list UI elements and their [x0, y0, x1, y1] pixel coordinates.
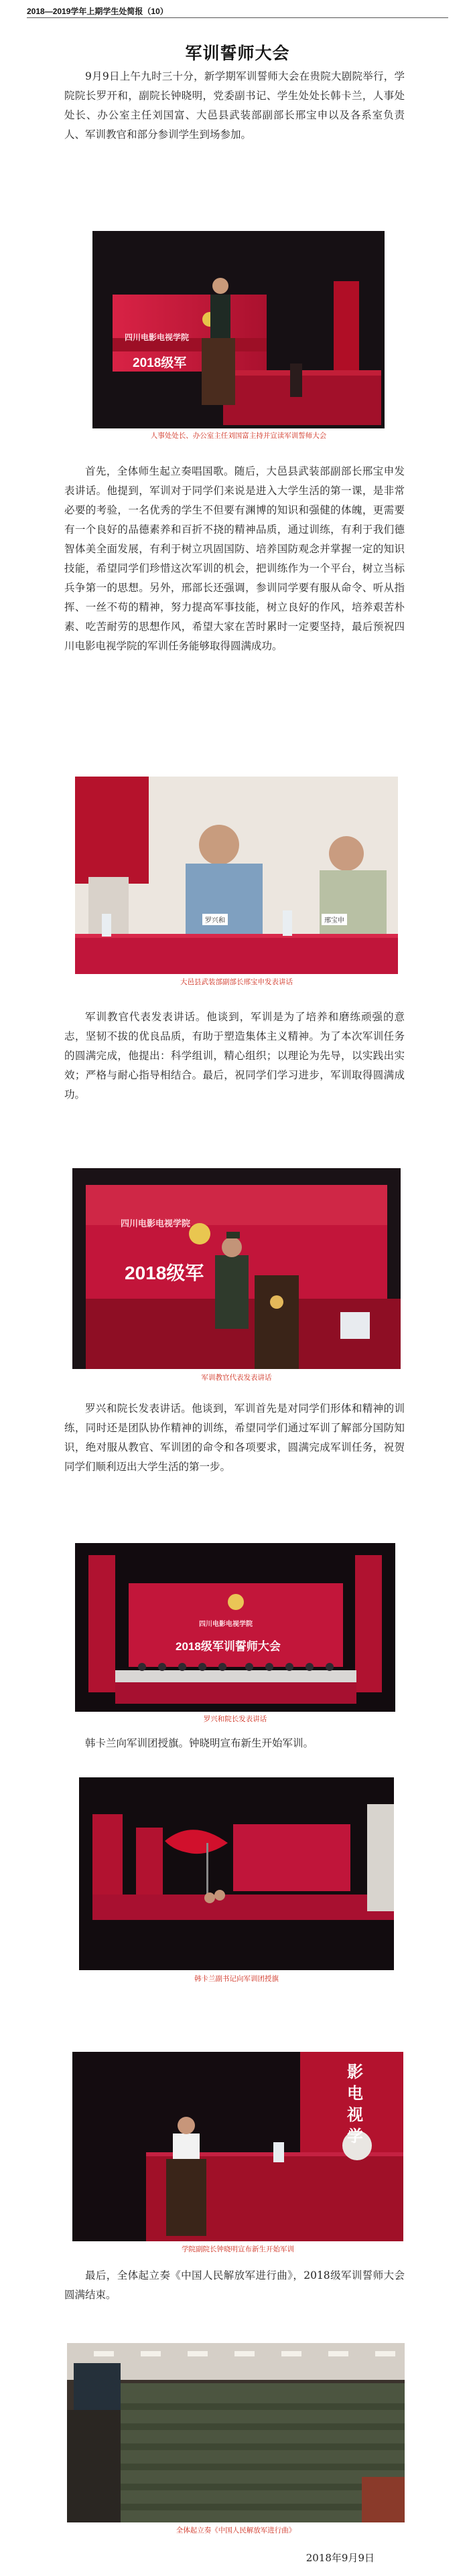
photo-host-podium: [92, 231, 385, 428]
photo-instructor-speech: [72, 1168, 401, 1369]
caption-6: 学院副院长钟晓明宣布新生开始军训: [182, 2245, 294, 2253]
paragraph-intro: 9月9日上午九时三十分，新学期军训誓师大会在贵院大剧院举行，学院院长罗开和，副院长钟晓明，党委副书记、学生处处长韩卡兰，人事处处长、办公室主任刘国富、大邑县武装部副部长邢宝申以及各系室负责人、军训教官和部分参训学生到场参加。: [64, 70, 405, 141]
nameplate-luo: 罗兴和: [202, 914, 228, 925]
caption-5: 韩卡兰副书记向军训团授旗: [194, 1975, 279, 1983]
photo-flag-presentation: [79, 1777, 394, 1970]
caption-3: 军训教官代表发表讲话: [201, 1374, 272, 1382]
paragraph-closing: 最后，全体起立奏《中国人民解放军进行曲》，2018级军训誓师大会圆满结束。: [64, 2269, 405, 2301]
header-divider: [27, 17, 448, 18]
photo-audience-anthem: [67, 2343, 405, 2522]
photo-instructor-speech-art: [72, 1168, 401, 1369]
caption-4: 罗兴和院长发表讲话: [203, 1715, 267, 1723]
photo3-banner-event: 2018级军: [125, 1263, 204, 1283]
photo-officials-table: [75, 777, 398, 974]
photo-audience-anthem-art: [67, 2343, 405, 2522]
caption-2: 大邑县武装部副部长邢宝申发表讲话: [180, 978, 293, 986]
article-date: 2018年9月9日: [306, 2552, 375, 2564]
photo1-banner-school: 四川电影电视学院: [125, 333, 190, 342]
photo3-banner-school: 四川电影电视学院: [121, 1218, 191, 1228]
paragraph-instructor: 军训教官代表发表讲话。他谈到，军训是为了培养和磨练顽强的意志，坚韧不拔的优良品质，有助于塑造集体主义精神。为了本次军训任务的圆满完成，他提出：科学组训，精心组织；以理论为先导，以实践出实效；严格与耐心指导相结合。最后，祝同学们学习进步，军训取得圆满成功。: [64, 1011, 405, 1101]
paragraph-president: 罗兴和院长发表讲话。他谈到，军训首先是对同学们形体和精神的训练，同时还是团队协作精神的训练，希望同学们通过军训了解部分国防知识，绝对服从教官、军训团的命令和各项要求，圆满完成军训任务，祝贺同学们顺利迈出大学生活的第一步。: [64, 1402, 405, 1473]
photo6-side-text: 影电视学: [347, 2063, 363, 2146]
photo4-banner-event: 2018级军训誓师大会: [176, 1640, 281, 1653]
nameplate-xing: 邢宝申: [322, 914, 347, 925]
paragraph-wuzhuangbu: 首先，全体师生起立奏唱国歌。随后，大邑县武装部副部长邢宝申发表讲话。他提到，军训对于同学们来说是进入大学生活的第一课，是非常必要的考验，一名优秀的学生不但要有渊博的知识和强健的体魄，更需要有一个良好的品德素养和百折不挠的精神品质，通过训练，有利于我们德智体美全面发展，有利于树立巩固国防、培养国防观念并掌握一定的知识技能，希望同学们珍惜这次军训的机会，把训练作为一个平台，树立当标兵争第一的思想。另外，邢部长还强调，参训同学要有服从命令、听从指挥、一丝不苟的精神，努力提高军事技能，树立良好的作风，培养艰苦朴素、吃苦耐劳的思想作风，希望大家在苦时累时一定要坚持，最后预祝四川电影电视学院的军训任务能够取得圆满成功。: [64, 465, 405, 652]
photo-flag-presentation-art: [79, 1777, 394, 1970]
photo-president-stage: [75, 1543, 395, 1712]
caption-7: 全体起立奏《中国人民解放军进行曲》: [176, 2526, 296, 2534]
photo-vicepresident-announce: [72, 2052, 403, 2241]
photo-officials-table-art: [75, 777, 398, 974]
paragraph-flag: 韩卡兰向军训团授旗。钟晓明宣布新生开始军训。: [85, 1737, 314, 1749]
photo1-banner-event: 2018级军: [133, 356, 187, 370]
photo-host-podium-art: [92, 231, 385, 428]
caption-1: 人事处处长、办公室主任刘国富主持并宣读军训誓师大会: [150, 432, 327, 440]
photo4-banner-school: 四川电影电视学院: [199, 1621, 253, 1628]
article-title: 军训誓师大会: [185, 44, 290, 63]
bulletin-header: 2018—2019学年上期学生处简报（10）: [27, 7, 168, 16]
